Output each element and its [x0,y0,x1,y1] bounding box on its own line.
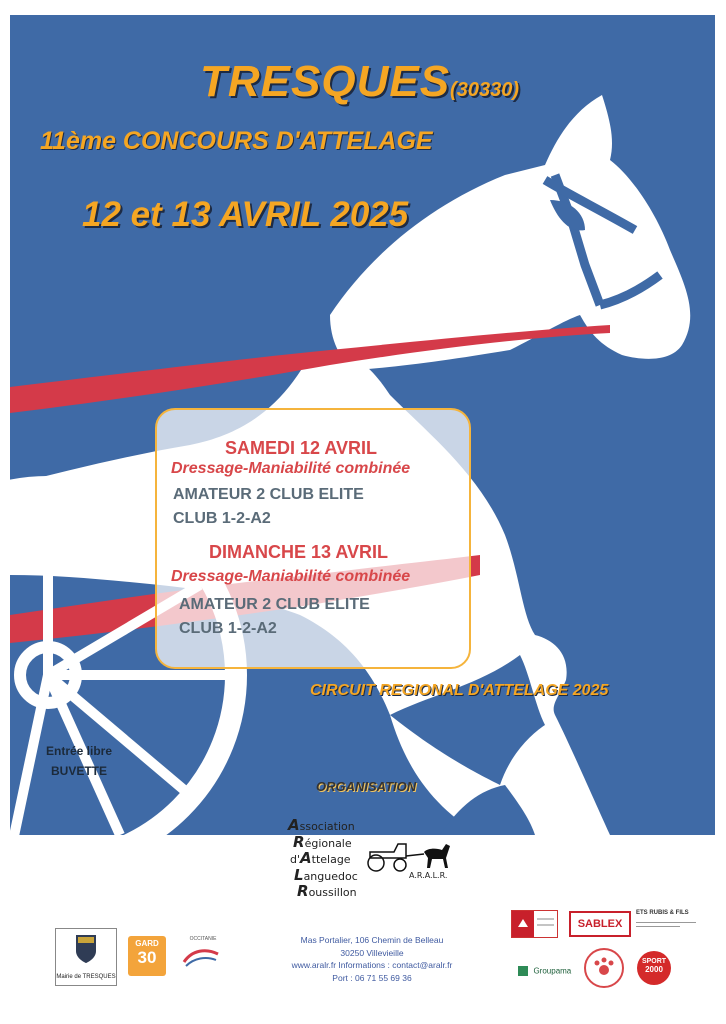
ets-logo: ETS RUBIS & FILS [636,910,696,934]
day-categories: CLUB 1-2-A2 [179,620,277,637]
day-categories: CLUB 1-2-A2 [173,510,271,527]
groupama-icon [517,965,529,977]
region-icon [178,942,228,970]
event-dates: 12 et 13 AVRIL 2025 [82,195,409,234]
entry-info [46,741,112,781]
web-info-line: www.aralr.fr Informations : contact@aralr.fr [291,960,453,970]
club-badge-logo [584,948,624,988]
day-discipline: Dressage-Maniabilité combinée [171,460,411,477]
paw-icon [586,950,622,986]
shield-icon [56,929,116,969]
town-name: TRESQUES [200,57,451,106]
aralr-line: d'Attelage [290,849,351,867]
circuit-banner: CIRCUIT REGIONAL D'ATTELAGE 2025 [310,682,609,699]
day-discipline: Dressage-Maniabilité combinée [171,568,411,585]
sablex-logo: SABLEX [569,911,631,937]
aralr-line: Roussillon [297,882,357,900]
day-title: SAMEDI 12 AVRIL [225,438,378,458]
day-categories: AMATEUR 2 CLUB ELITE [179,596,370,613]
mairie-logo: Mairie de TRESQUES [55,928,117,986]
aralr-line: Association [288,816,355,834]
bar-text: BUVETTE [51,764,108,778]
organisation-label: ORGANISATION [316,779,417,794]
address-line: Mas Portalier, 106 Chemin de Belleau [300,935,444,945]
brand-icon [512,911,557,937]
groupama-logo: Groupama [517,962,577,976]
page-title [200,57,519,107]
phone-line: Port : 06 71 55 69 36 [332,972,412,983]
contact-block [282,934,462,984]
address-line: 30250 Villevieille [340,947,404,958]
day-title: DIMANCHE 13 AVRIL [209,542,389,562]
carriage-icon [362,838,457,873]
poster-panel [10,15,715,835]
event-edition: 11ème CONCOURS D'ATTELAGE [40,127,433,155]
gard-logo: GARD 30 [128,936,166,976]
aralr-acronym: A.R.A.L.R. [409,871,448,880]
program-box [155,408,471,669]
day-categories: AMATEUR 2 CLUB ELITE [173,486,364,503]
sponsor-logo-red [511,910,558,938]
sport2000-logo: SPORT 2000 [637,951,671,985]
aralr-line: Languedoc [294,865,358,884]
occitanie-logo: OCCITANIE [178,936,228,976]
postcode: (30330) [450,79,519,101]
aralr-line: Régionale [293,832,352,851]
entry-free-text: Entrée libre [46,744,113,758]
aralr-logo-text [288,818,358,901]
